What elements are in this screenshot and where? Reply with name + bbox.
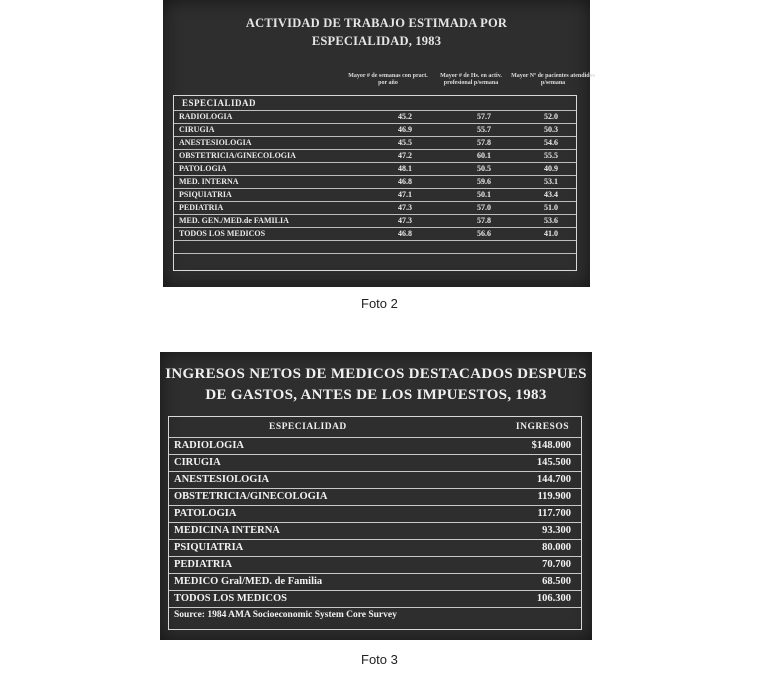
- activity-table: [173, 95, 577, 271]
- row-value-weeks: 45.5: [398, 138, 412, 147]
- row-value-patients: 41.0: [544, 229, 558, 238]
- row-label: ANESTESIOLOGIA: [179, 138, 252, 147]
- table-row: [169, 590, 581, 608]
- row-value-weeks: 47.3: [398, 216, 412, 225]
- row-label: ANESTESIOLOGIA: [174, 474, 270, 485]
- row-value-weeks: 47.1: [398, 190, 412, 199]
- table-row: [169, 573, 581, 591]
- row-label: PEDIATRIA: [179, 203, 224, 212]
- row-label: RADIOLOGIA: [174, 440, 245, 451]
- table-row: [174, 188, 576, 202]
- row-label: TODOS LOS MEDICOS: [179, 229, 266, 238]
- table-row: [169, 505, 581, 523]
- photo-activity-table: [163, 0, 595, 287]
- table-row: [169, 488, 581, 506]
- row-value-hours: 50.1: [477, 190, 491, 199]
- table-row: [174, 149, 576, 163]
- table-row: [174, 201, 576, 215]
- table-row: [169, 539, 581, 557]
- table-header-especialidad: ESPECIALIDAD: [182, 98, 257, 108]
- row-value-hours: 60.1: [477, 151, 491, 160]
- table-row: [174, 162, 576, 176]
- row-value-income: 117.700: [537, 508, 571, 519]
- row-label: PATOLOGIA: [179, 164, 227, 173]
- row-label: PSIQUIATRIA: [174, 542, 244, 553]
- row-value-weeks: 45.2: [398, 112, 412, 121]
- table-row: [169, 471, 581, 489]
- row-value-hours: 57.7: [477, 112, 491, 121]
- row-label: PEDIATRIA: [174, 559, 233, 570]
- row-value-weeks: 47.2: [398, 151, 412, 160]
- row-value-hours: 59.6: [477, 177, 491, 186]
- caption-foto-3: Foto 3: [361, 652, 398, 667]
- row-label: OBSTETRICIA/GINECOLOGIA: [179, 151, 296, 160]
- row-value-hours: 57.0: [477, 203, 491, 212]
- row-label: MEDICINA INTERNA: [174, 525, 280, 536]
- table-row: [174, 214, 576, 228]
- row-value-hours: 57.8: [477, 216, 491, 225]
- table-row: [169, 454, 581, 472]
- row-label: PSIQUIATRIA: [179, 190, 232, 199]
- row-value-patients: 53.1: [544, 177, 558, 186]
- row-label: TODOS LOS MEDICOS: [174, 593, 288, 604]
- row-value-hours: 57.8: [477, 138, 491, 147]
- photo2-title-line2: ESPECIALIDAD, 1983: [311, 34, 442, 48]
- column-header-patients: Mayor Nº de pacientes atendidos p/semana: [511, 73, 595, 86]
- table-header-especialidad: ESPECIALIDAD: [269, 422, 347, 432]
- row-value-patients: 50.3: [544, 125, 558, 134]
- row-value-patients: 54.6: [544, 138, 558, 147]
- row-value-income: 144.700: [536, 474, 571, 485]
- table-row-empty: [174, 253, 576, 267]
- row-value-patients: 40.9: [544, 164, 558, 173]
- row-value-income: 119.900: [537, 491, 571, 502]
- row-value-patients: 43.4: [544, 190, 558, 199]
- table-row-empty: [174, 240, 576, 254]
- row-value-hours: 50.5: [477, 164, 491, 173]
- row-value-income: 106.300: [536, 593, 571, 604]
- photo3-title-line1: INGRESOS NETOS DE MEDICOS DESTACADOS DESPUES: [165, 366, 587, 382]
- row-label: PATOLOGIA: [174, 508, 237, 519]
- row-value-patients: 51.0: [544, 203, 558, 212]
- row-label: OBSTETRICIA/GINECOLOGIA: [174, 491, 328, 502]
- row-value-income: 145.500: [536, 457, 571, 468]
- table-row: [169, 522, 581, 540]
- photo3-title-line2: DE GASTOS, ANTES DE LOS IMPUESTOS, 1983: [205, 387, 547, 403]
- table-row: [174, 123, 576, 137]
- column-header-hours: Mayor # de Hs. en activ. profesional p/semana: [440, 73, 502, 86]
- row-value-weeks: 48.1: [398, 164, 412, 173]
- source-note: Source: 1984 AMA Socioeconomic System Core Survey: [174, 610, 397, 620]
- table-header-ingresos: INGRESOS: [515, 422, 569, 432]
- table-row: [169, 556, 581, 574]
- caption-foto-2: Foto 2: [361, 296, 398, 311]
- row-value-hours: 56.6: [477, 229, 491, 238]
- table-header-row: [169, 417, 581, 437]
- table-row: [174, 227, 576, 241]
- row-value-weeks: 46.8: [398, 229, 412, 238]
- row-value-weeks: 46.8: [398, 177, 412, 186]
- photo-income-table: [160, 352, 592, 640]
- row-value-income: 70.700: [542, 559, 571, 570]
- row-label: MEDICO Gral/MED. de Familia: [174, 576, 323, 587]
- row-value-patients: 52.0: [544, 112, 558, 121]
- row-label: CIRUGIA: [179, 125, 215, 134]
- table-row: [174, 110, 576, 124]
- photo2-title-line1: ACTIVIDAD DE TRABAJO ESTIMADA POR: [245, 16, 508, 30]
- table-row: [174, 175, 576, 189]
- row-label: MED. INTERNA: [179, 177, 239, 186]
- row-label: RADIOLOGIA: [179, 112, 233, 121]
- column-header-weeks: Mayor # de semanas con pract. por año: [348, 73, 428, 86]
- row-value-income: 93.300: [542, 525, 571, 536]
- row-value-income: 80.000: [542, 542, 571, 553]
- table-row-source: [169, 607, 581, 625]
- row-value-weeks: 46.9: [398, 125, 412, 134]
- table-row: [174, 136, 576, 150]
- row-value-weeks: 47.3: [398, 203, 412, 212]
- row-label: MED. GEN./MED.de FAMILIA: [179, 216, 289, 225]
- row-value-income: 68.500: [542, 576, 571, 587]
- row-value-income: $148.000: [531, 440, 571, 451]
- income-table: [168, 416, 582, 630]
- row-label: CIRUGIA: [174, 457, 221, 468]
- table-row: [169, 437, 581, 455]
- row-value-patients: 53.6: [544, 216, 558, 225]
- row-value-hours: 55.7: [477, 125, 491, 134]
- row-value-patients: 55.5: [544, 151, 558, 160]
